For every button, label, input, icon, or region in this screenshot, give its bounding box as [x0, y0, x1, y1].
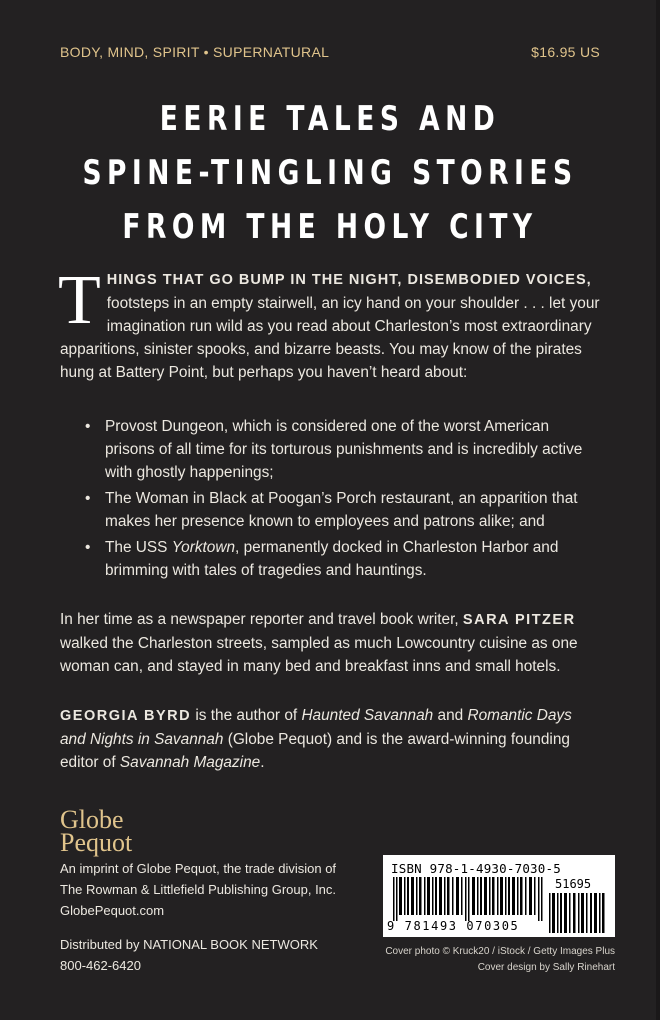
list-item-text: The Woman in Black at Poogan’s Porch restaurant, an apparition that makes her presence known to employees and patrons alike; and [105, 490, 578, 530]
ship-name: Yorktown [171, 539, 236, 556]
author-name: GEORGIA BYRD [60, 708, 192, 724]
author-name: SARA PITZER [462, 612, 576, 628]
headline-line-1: EERIE TALES AND [159, 99, 501, 139]
distributor-phone: 800-462-6420 [60, 958, 141, 973]
book-title: Haunted Savannah [301, 707, 434, 724]
barcode-digits: 9 781493 070305 [387, 919, 520, 933]
price-label: $16.95 US [531, 44, 600, 60]
list-item [85, 487, 600, 533]
highlights-list [85, 415, 600, 585]
addon-barcode-bars [549, 893, 605, 933]
isbn-label: ISBN 978-1-4930-7030-5 [391, 861, 561, 876]
imprint-line: The Rowman & Littlefield Publishing Group, Inc. [60, 882, 337, 897]
bio-text: and [433, 707, 468, 724]
list-item [85, 536, 600, 582]
bio-text: In her time as a newspaper reporter and travel book writer, [60, 611, 463, 628]
intro-lead: HINGS THAT GO BUMP IN THE NIGHT, DISEMBODIED VOICES, [106, 272, 592, 288]
category-label: BODY, MIND, SPIRIT • SUPERNATURAL [60, 44, 330, 60]
photo-credit: Cover photo © Kruck20 / iStock / Getty Images Plus [385, 946, 615, 957]
logo-line-1: Globe [60, 805, 124, 834]
list-item-text-end: , permanently docked in Charleston Harbor and brimming with tales of tragedies and hauntings. [105, 539, 559, 579]
list-item-text: The USS [105, 539, 172, 556]
headline-line-3: FROM THE HOLY CITY [122, 207, 538, 247]
magazine-title: Savannah Magazine [119, 754, 261, 771]
publisher-website: GlobePequot.com [60, 903, 165, 918]
publisher-logo [60, 805, 133, 857]
bio-text: is the author of [191, 707, 302, 724]
bullet-icon: • [85, 490, 91, 507]
intro-text: footsteps in an empty stairwell, an icy hand on your shoulder . . . let your imagination run wild as you read about Charleston’s most extraordinary apparitions, sinister spooks, and bizarre beasts. You may know of the pirates hung at Battery Point, but perhaps you haven’t heard about: [60, 295, 600, 381]
intro-paragraph [58, 262, 600, 384]
headline [0, 92, 660, 254]
distributor-line: Distributed by NATIONAL BOOK NETWORK [60, 937, 318, 952]
drop-cap: T [58, 262, 101, 339]
bio-text: . [260, 754, 265, 771]
logo-line-2: Pequot [60, 828, 133, 857]
author-bio-pitzer [60, 608, 600, 678]
book-title: Romantic Days and Nights in Savannah [60, 707, 572, 748]
imprint-line: An imprint of Globe Pequot, the trade division of [60, 861, 337, 876]
bullet-icon: • [85, 418, 91, 435]
design-credit: Cover design by Sally Rinehart [477, 962, 615, 973]
barcode-bars [393, 877, 543, 921]
bio-text-end: walked the Charleston streets, sampled as much Lowcountry cuisine as one woman can, and stayed in many bed and breakfast inns and small hotels. [60, 635, 578, 675]
list-item-text: Provost Dungeon, which is considered one of the worst American prisons of all time for its torturous punishments and is incredibly active with ghostly happenings; [105, 418, 583, 481]
cover-credits [385, 944, 615, 976]
headline-line-2: SPINE-TINGLING STORIES [82, 153, 578, 193]
bio-text: (Globe Pequot) and is the award-winning founding editor of [60, 731, 570, 771]
barcode [383, 855, 615, 937]
bullet-icon: • [85, 539, 91, 556]
price-code: 51695 [555, 877, 592, 891]
imprint-info [60, 858, 360, 921]
top-line [60, 44, 600, 64]
list-item [85, 415, 600, 484]
distribution-info [60, 934, 318, 976]
author-bio-byrd [60, 704, 600, 774]
